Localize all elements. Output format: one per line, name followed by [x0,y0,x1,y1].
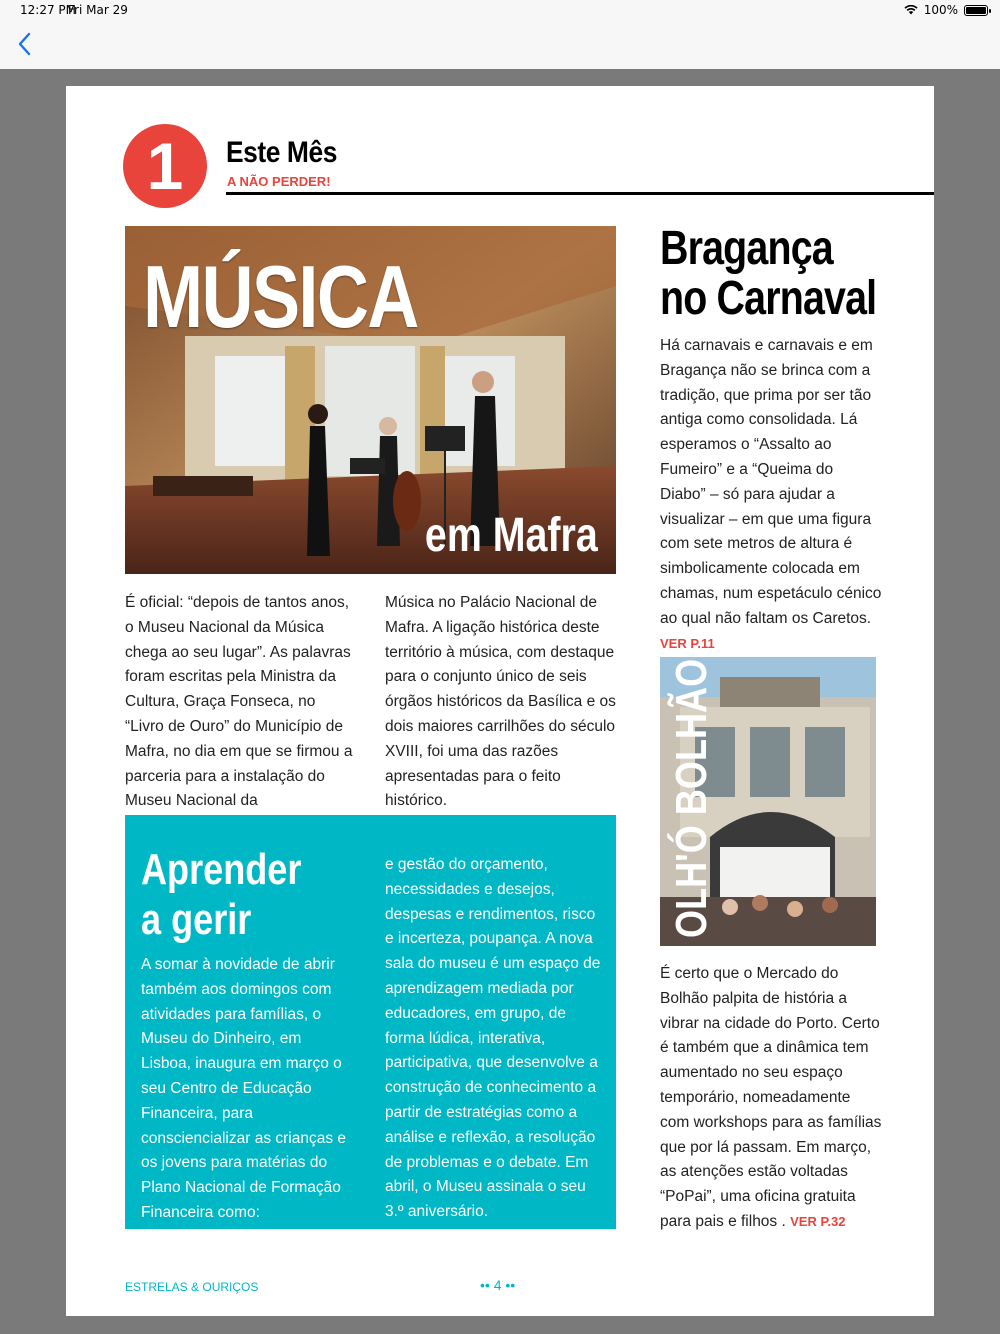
braganca-page-link[interactable]: VER P.11 [660,635,715,651]
musica-col1: É oficial: “depois de tantos anos, o Museu Nacional da Música chega ao seu lugar”. As palavras foram escritas pela Ministra da Cultura, Graça Fonseca, no “Livro de Ouro” do Município de Mafra, no dia em que se firmou a parceria para a instalação do Museu Nacional da [125,594,353,810]
section-number-badge: 1 [123,124,207,208]
battery-percent: 100% [923,3,958,17]
status-date: Fri Mar 29 [68,3,128,17]
wifi-icon [904,5,918,15]
bolhao-body [660,962,882,1235]
section-title: Este Mês [226,136,337,169]
aprender-col2: e gestão do orçamento, necessidades e desejos, despesas e rendimentos, risco e incerteza, poupança. A nova sala do museu é um espaço de aprendizagem mediada por educadores, em grupo, de forma lúdica, interativa, participativa, que desenvolve a construção de conhecimento a partir de estratégias como a análise e reflexão, a resolução de problemas e o debate. Em abril, o Museu assinala o seu 3.º aniversário. [385,856,601,1221]
chevron-left-icon[interactable] [14,30,38,58]
musica-col2: Música no Palácio Nacional de Mafra. A ligação histórica deste território à música, com destaque para o conjunto único de seis órgãos históricos da Basílica e os dois maiores carrilhões do século XVIII, foi uma das razões apresentadas para o feito histórico. [385,594,616,810]
aprender-col1: A somar à novidade de abrir também aos domingos com atividades para famílias, o Museu do Dinheiro, em Lisboa, inaugura em março o seu Centro de Educação Financeira, para consciencializar as crianças e os jovens para matérias do Plano Nacional de Formação Financeira como: planeamento [141,956,347,1246]
musica-headline: MÚSICA [143,247,418,346]
page-number: •• 4 •• [480,1277,516,1293]
publication-name: ESTRELAS & OURIÇOS [125,1280,259,1294]
braganca-title-line2: no Carnaval [660,272,877,325]
bolhao-page-link[interactable]: VER P.32 [790,1213,846,1229]
section-rule [226,192,934,195]
status-bar [0,0,1000,22]
status-right [904,3,988,17]
aprender-box [125,815,616,1246]
musica-subheadline: em Mafra [425,509,598,562]
bolhao-photo-title: OLH'Ó BOLHÃO [667,658,716,938]
section-subtitle: A NÃO PERDER! [227,174,331,189]
bolhao-text: É certo que o Mercado do Bolhão palpita de história a vibrar na cidade do Porto. Certo é também que a dinâmica tem aumentado no seu espaço temporário, nomeadamente com workshops para as famílias que por lá passam. Em março, as atenções estão voltadas “PoPai”, uma oficina gratuita para pais e filhos . [660,965,882,1230]
nav-bar [0,22,1000,69]
braganca-body [660,334,882,656]
status-time: 12:27 PM [20,3,76,17]
aprender-title-line1: Aprender [141,845,302,894]
musica-photo [125,226,616,574]
braganca-text: Há carnavais e carnavais e em Bragança não se brinca com a tradição, que prima por ser tão antiga como consolidada. Lá esperamos o “Assalto ao Fumeiro” e a “Queima do Diabo” – só para ajudar a visualizar – em que uma figura com sete metros de altura é simbolicamente colocada em chamas, num espetáculo cénico ao qual não faltam os Caretos. [660,337,882,627]
aprender-title-line2: a gerir [141,895,252,944]
magazine-page [66,86,934,1316]
braganca-title [660,224,876,324]
aprender-title [141,845,301,945]
braganca-title-line1: Bragança [660,222,833,275]
bolhao-photo [660,657,876,946]
battery-icon [964,5,988,16]
